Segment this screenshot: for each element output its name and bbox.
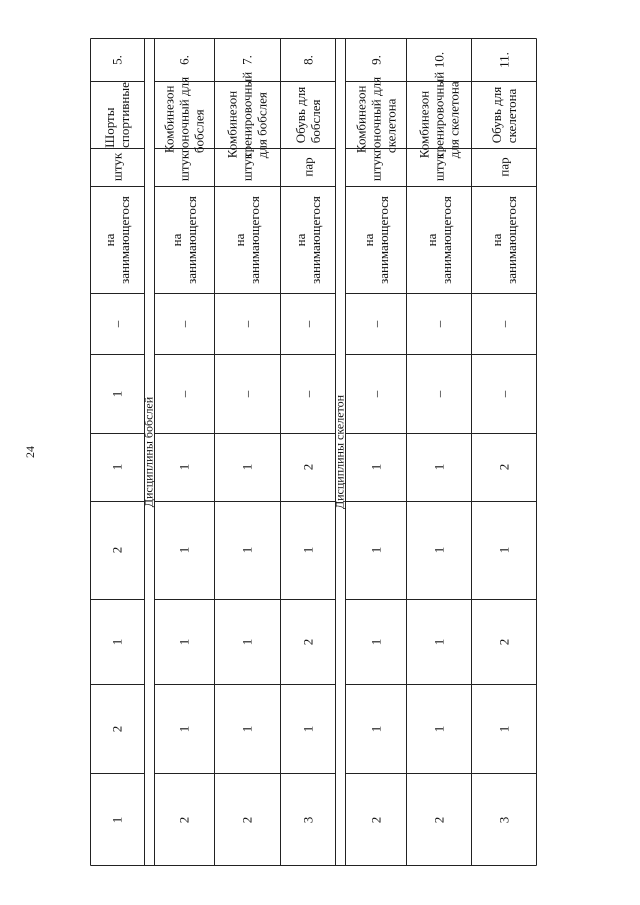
- unit-cell: [280, 148, 335, 186]
- unit-cell: [345, 148, 406, 186]
- row-number-text: [110, 55, 125, 65]
- row-number-line: 9.: [368, 54, 383, 65]
- quantity-cell-line: –: [176, 390, 192, 397]
- quantity-cell: [471, 433, 537, 501]
- basis-cell-text: [102, 196, 132, 284]
- quantity-cell-text: [300, 638, 315, 645]
- item-name-line: скелетона: [504, 88, 519, 143]
- quantity-cell-line: 1: [109, 638, 125, 645]
- basis-cell-line: на: [292, 233, 308, 246]
- item-name-line: Комбинезон: [416, 90, 431, 158]
- quantity-cell-text: [240, 464, 255, 471]
- item-name-text: [353, 76, 398, 152]
- section-heading: [141, 38, 156, 866]
- quantity-cell-line: 2: [431, 816, 446, 823]
- quantity-cell: [345, 684, 406, 773]
- basis-cell: [214, 186, 280, 293]
- quantity-cell-text: [177, 390, 192, 397]
- quantity-cell-line: 1: [300, 725, 315, 732]
- item-name-line: Комбинезон: [161, 85, 177, 153]
- basis-cell-text: [361, 196, 391, 284]
- quantity-cell-text: [177, 547, 192, 554]
- quantity-cell-line: –: [496, 390, 512, 397]
- item-name-text: [489, 86, 519, 142]
- unit-cell: [154, 148, 214, 186]
- quantity-cell: [90, 501, 144, 599]
- quantity-cell-text: [110, 725, 125, 732]
- item-name: [280, 81, 335, 148]
- row-number-text: [431, 51, 446, 67]
- item-name-text: [162, 76, 207, 152]
- quantity-cell-text: [431, 816, 446, 823]
- quantity-cell: [154, 354, 214, 433]
- quantity-cell-line: 1: [431, 725, 446, 732]
- quantity-cell-line: 1: [431, 638, 446, 645]
- unit-cell-text: [110, 153, 125, 181]
- unit-cell-line: штук: [176, 152, 192, 182]
- unit-cell-text: [497, 157, 512, 176]
- quantity-cell-line: –: [239, 320, 255, 327]
- quantity-cell: [214, 684, 280, 773]
- quantity-cell-line: –: [368, 320, 383, 327]
- unit-cell-text: [177, 153, 192, 181]
- quantity-cell-text: [110, 816, 125, 823]
- item-name: [406, 71, 471, 158]
- quantity-cell-text: [368, 320, 383, 327]
- item-name-line: Обувь для: [292, 86, 308, 143]
- quantity-cell: [154, 501, 214, 599]
- quantity-cell-text: [431, 725, 446, 732]
- quantity-cell-text: [177, 464, 192, 471]
- quantity-cell-text: [300, 464, 315, 471]
- item-name: [345, 76, 406, 153]
- quantity-cell-line: 1: [239, 463, 255, 471]
- row-number: [280, 38, 335, 81]
- row-number-text: [177, 55, 192, 65]
- quantity-cell-line: 1: [431, 463, 446, 471]
- quantity-cell-text: [110, 390, 125, 397]
- quantity-cell-text: [431, 390, 446, 397]
- basis-cell-line: занимающегося: [504, 195, 519, 284]
- quantity-cell: [471, 684, 537, 773]
- quantity-cell-line: 1: [176, 463, 192, 471]
- row-number: [90, 38, 144, 81]
- quantity-cell-text: [497, 390, 512, 397]
- unit-cell-line: пар: [300, 157, 315, 177]
- item-name-line: бобслея: [191, 108, 207, 153]
- quantity-cell: [471, 354, 537, 433]
- basis-cell-line: занимающегося: [375, 195, 391, 284]
- quantity-cell-line: 2: [300, 463, 315, 471]
- item-name-text: [293, 86, 323, 142]
- quantity-cell-text: [300, 816, 315, 823]
- basis-cell: [90, 186, 144, 293]
- quantity-cell-line: –: [431, 320, 446, 327]
- row-number-line: 11.: [496, 51, 512, 68]
- item-name: [471, 81, 537, 148]
- quantity-cell-text: [497, 816, 512, 823]
- item-name-line: Обувь для: [489, 86, 504, 143]
- quantity-cell: [214, 433, 280, 501]
- quantity-cell-text: [497, 638, 512, 645]
- quantity-cell: [406, 684, 471, 773]
- quantity-cell: [154, 599, 214, 684]
- quantity-cell: [280, 501, 335, 599]
- quantity-cell-text: [300, 547, 315, 554]
- quantity-cell-text: [177, 816, 192, 823]
- quantity-cell-line: 1: [239, 725, 255, 732]
- quantity-cell: [280, 354, 335, 433]
- quantity-cell: [280, 433, 335, 501]
- page-number: 24: [23, 446, 37, 458]
- quantity-cell-text: [497, 547, 512, 554]
- quantity-cell: [406, 293, 471, 354]
- row-number-text: [368, 55, 383, 65]
- quantity-cell: [154, 433, 214, 501]
- row-number-line: 10.: [431, 51, 446, 68]
- unit-cell: [214, 148, 280, 186]
- item-name: [90, 81, 144, 148]
- basis-cell-line: занимающегося: [247, 195, 262, 284]
- quantity-cell-text: [300, 320, 315, 327]
- quantity-cell-text: [240, 725, 255, 732]
- quantity-cell-line: 1: [496, 725, 512, 732]
- quantity-cell-text: [177, 638, 192, 645]
- basis-cell-line: на: [489, 233, 504, 246]
- quantity-cell-line: 1: [239, 638, 255, 645]
- table-cells: [90, 38, 537, 866]
- quantity-cell: [406, 501, 471, 599]
- item-name: [154, 76, 214, 153]
- quantity-cell-text: [110, 320, 125, 327]
- quantity-cell-line: 1: [109, 390, 125, 397]
- quantity-cell-line: 1: [300, 546, 315, 554]
- quantity-cell-line: 1: [176, 638, 192, 645]
- quantity-cell-line: –: [109, 320, 125, 327]
- item-name-text: [102, 82, 132, 148]
- quantity-cell-text: [368, 725, 383, 732]
- item-name-line: для бобслея: [254, 91, 270, 158]
- quantity-cell: [214, 501, 280, 599]
- quantity-cell: [90, 293, 144, 354]
- quantity-cell: [154, 773, 214, 866]
- row-number-text: [300, 55, 315, 65]
- quantity-cell: [214, 773, 280, 866]
- basis-cell-text: [293, 196, 323, 284]
- equipment-table: [90, 38, 537, 866]
- quantity-cell-text: [431, 464, 446, 471]
- quantity-cell-line: 1: [176, 725, 192, 732]
- quantity-cell-text: [368, 390, 383, 397]
- basis-cell-text: [169, 196, 199, 284]
- row-number-text: [497, 52, 512, 68]
- quantity-cell: [345, 354, 406, 433]
- quantity-cell-line: 1: [109, 816, 125, 823]
- quantity-cell-text: [300, 390, 315, 397]
- quantity-cell-text: [497, 320, 512, 327]
- item-name-line: спортивные: [117, 81, 132, 148]
- unit-cell-text: [300, 157, 315, 176]
- quantity-cell-line: –: [300, 390, 315, 397]
- quantity-cell-line: 2: [176, 816, 192, 823]
- quantity-cell-text: [240, 547, 255, 554]
- row-number-text: [240, 55, 255, 65]
- basis-cell-line: занимающегося: [184, 195, 199, 284]
- quantity-cell-text: [431, 320, 446, 327]
- item-name-line: бобслея: [307, 98, 323, 143]
- quantity-cell: [406, 354, 471, 433]
- quantity-cell-text: [431, 638, 446, 645]
- quantity-cell: [90, 684, 144, 773]
- basis-cell-line: на: [423, 233, 439, 246]
- basis-cell-text: [424, 196, 454, 284]
- quantity-cell-line: 2: [496, 463, 512, 471]
- quantity-cell-line: –: [431, 390, 446, 397]
- quantity-cell-line: –: [300, 320, 315, 327]
- basis-cell-text: [489, 196, 519, 284]
- quantity-cell-text: [110, 638, 125, 645]
- row-number: [471, 38, 537, 81]
- basis-cell-line: занимающегося: [438, 195, 454, 284]
- quantity-cell-line: 1: [176, 546, 192, 554]
- item-name-line: гоночный для: [176, 76, 192, 153]
- quantity-cell: [471, 773, 537, 866]
- quantity-cell-text: [110, 547, 125, 554]
- item-name-line: для скелетона: [446, 80, 461, 158]
- quantity-cell-line: 3: [496, 816, 512, 823]
- unit-cell-line: штук: [368, 152, 383, 182]
- quantity-cell-line: 1: [368, 463, 383, 471]
- quantity-cell: [90, 599, 144, 684]
- basis-cell-line: на: [360, 233, 376, 246]
- quantity-cell-line: –: [496, 320, 512, 327]
- quantity-cell: [345, 433, 406, 501]
- section-heading-line: Дисциплины скелетон: [332, 394, 347, 510]
- quantity-cell-text: [240, 320, 255, 327]
- quantity-cell-text: [497, 725, 512, 732]
- quantity-cell-line: 2: [239, 816, 255, 823]
- quantity-cell-text: [368, 547, 383, 554]
- quantity-cell: [406, 433, 471, 501]
- quantity-cell-line: –: [239, 390, 255, 397]
- quantity-cell: [280, 684, 335, 773]
- quantity-cell-line: –: [368, 390, 383, 397]
- quantity-cell: [154, 684, 214, 773]
- quantity-cell-line: 2: [109, 725, 125, 732]
- unit-cell-line: пар: [496, 157, 512, 177]
- item-name: [214, 71, 280, 158]
- basis-cell: [406, 186, 471, 293]
- row-number-line: 8.: [300, 54, 315, 65]
- item-name-text: [225, 71, 270, 157]
- basis-cell-line: на: [102, 233, 117, 246]
- basis-cell: [345, 186, 406, 293]
- unit-cell-text: [431, 153, 446, 181]
- item-name-line: гоночный для: [368, 76, 383, 153]
- item-name-text: [416, 71, 461, 157]
- unit-cell-line: штук: [239, 152, 255, 182]
- quantity-cell: [90, 354, 144, 433]
- quantity-cell-line: 3: [300, 816, 315, 823]
- unit-cell: [406, 148, 471, 186]
- quantity-cell-text: [177, 320, 192, 327]
- unit-cell-text: [368, 153, 383, 181]
- basis-cell-line: занимающегося: [117, 195, 132, 284]
- quantity-cell: [345, 599, 406, 684]
- quantity-cell: [345, 501, 406, 599]
- quantity-cell: [154, 293, 214, 354]
- quantity-cell: [214, 293, 280, 354]
- quantity-cell: [280, 773, 335, 866]
- basis-cell-text: [232, 196, 262, 284]
- item-name-line: Шорты: [102, 107, 117, 148]
- basis-cell: [280, 186, 335, 293]
- quantity-cell-line: 2: [109, 546, 125, 554]
- row-number: [345, 38, 406, 81]
- quantity-cell: [406, 773, 471, 866]
- quantity-cell-line: 1: [431, 546, 446, 554]
- quantity-cell-line: 2: [368, 816, 383, 823]
- quantity-cell-text: [368, 464, 383, 471]
- row-number-line: 6.: [176, 54, 192, 65]
- quantity-cell-line: 2: [300, 638, 315, 645]
- item-name-line: Комбинезон: [224, 90, 240, 158]
- item-name-line: тренировочный: [239, 71, 255, 158]
- quantity-cell: [90, 433, 144, 501]
- quantity-cell: [471, 599, 537, 684]
- quantity-cell: [345, 773, 406, 866]
- basis-cell: [471, 186, 537, 293]
- quantity-cell-text: [240, 390, 255, 397]
- basis-cell-line: на: [232, 233, 247, 246]
- quantity-cell-text: [368, 638, 383, 645]
- quantity-cell-line: –: [176, 320, 192, 327]
- quantity-cell-line: 1: [368, 725, 383, 732]
- quantity-cell-text: [240, 816, 255, 823]
- quantity-cell-line: 1: [368, 546, 383, 554]
- unit-cell: [90, 148, 144, 186]
- quantity-cell: [90, 773, 144, 866]
- item-name-line: Комбинезон: [353, 85, 368, 153]
- quantity-cell-text: [497, 464, 512, 471]
- basis-cell-line: на: [169, 233, 184, 246]
- quantity-cell-text: [300, 725, 315, 732]
- quantity-cell: [345, 293, 406, 354]
- quantity-cell: [214, 599, 280, 684]
- item-name-line: скелетона: [383, 98, 398, 153]
- quantity-cell-line: 2: [496, 638, 512, 645]
- quantity-cell-text: [240, 638, 255, 645]
- quantity-cell: [406, 599, 471, 684]
- basis-cell-line: занимающегося: [307, 195, 323, 284]
- quantity-cell: [214, 354, 280, 433]
- unit-cell-line: штук: [109, 152, 125, 182]
- quantity-cell: [471, 501, 537, 599]
- quantity-cell: [471, 293, 537, 354]
- quantity-cell-text: [431, 547, 446, 554]
- quantity-cell-text: [177, 725, 192, 732]
- quantity-cell-line: 1: [239, 546, 255, 554]
- quantity-cell: [280, 599, 335, 684]
- unit-cell-text: [240, 153, 255, 181]
- unit-cell: [471, 148, 537, 186]
- row-number-line: 5.: [109, 54, 125, 65]
- row-number: [154, 38, 214, 81]
- quantity-cell: [280, 293, 335, 354]
- quantity-cell-text: [110, 464, 125, 471]
- unit-cell-line: штук: [431, 152, 446, 182]
- quantity-cell-text: [368, 816, 383, 823]
- section-heading-line: Дисциплины бобслей: [141, 396, 156, 508]
- row-number-line: 7.: [239, 54, 255, 65]
- quantity-cell-line: 1: [496, 546, 512, 554]
- quantity-cell-line: 1: [368, 638, 383, 645]
- section-heading: [332, 38, 347, 866]
- item-name-line: тренировочный: [431, 71, 446, 158]
- quantity-cell-line: 1: [109, 463, 125, 471]
- basis-cell: [154, 186, 214, 293]
